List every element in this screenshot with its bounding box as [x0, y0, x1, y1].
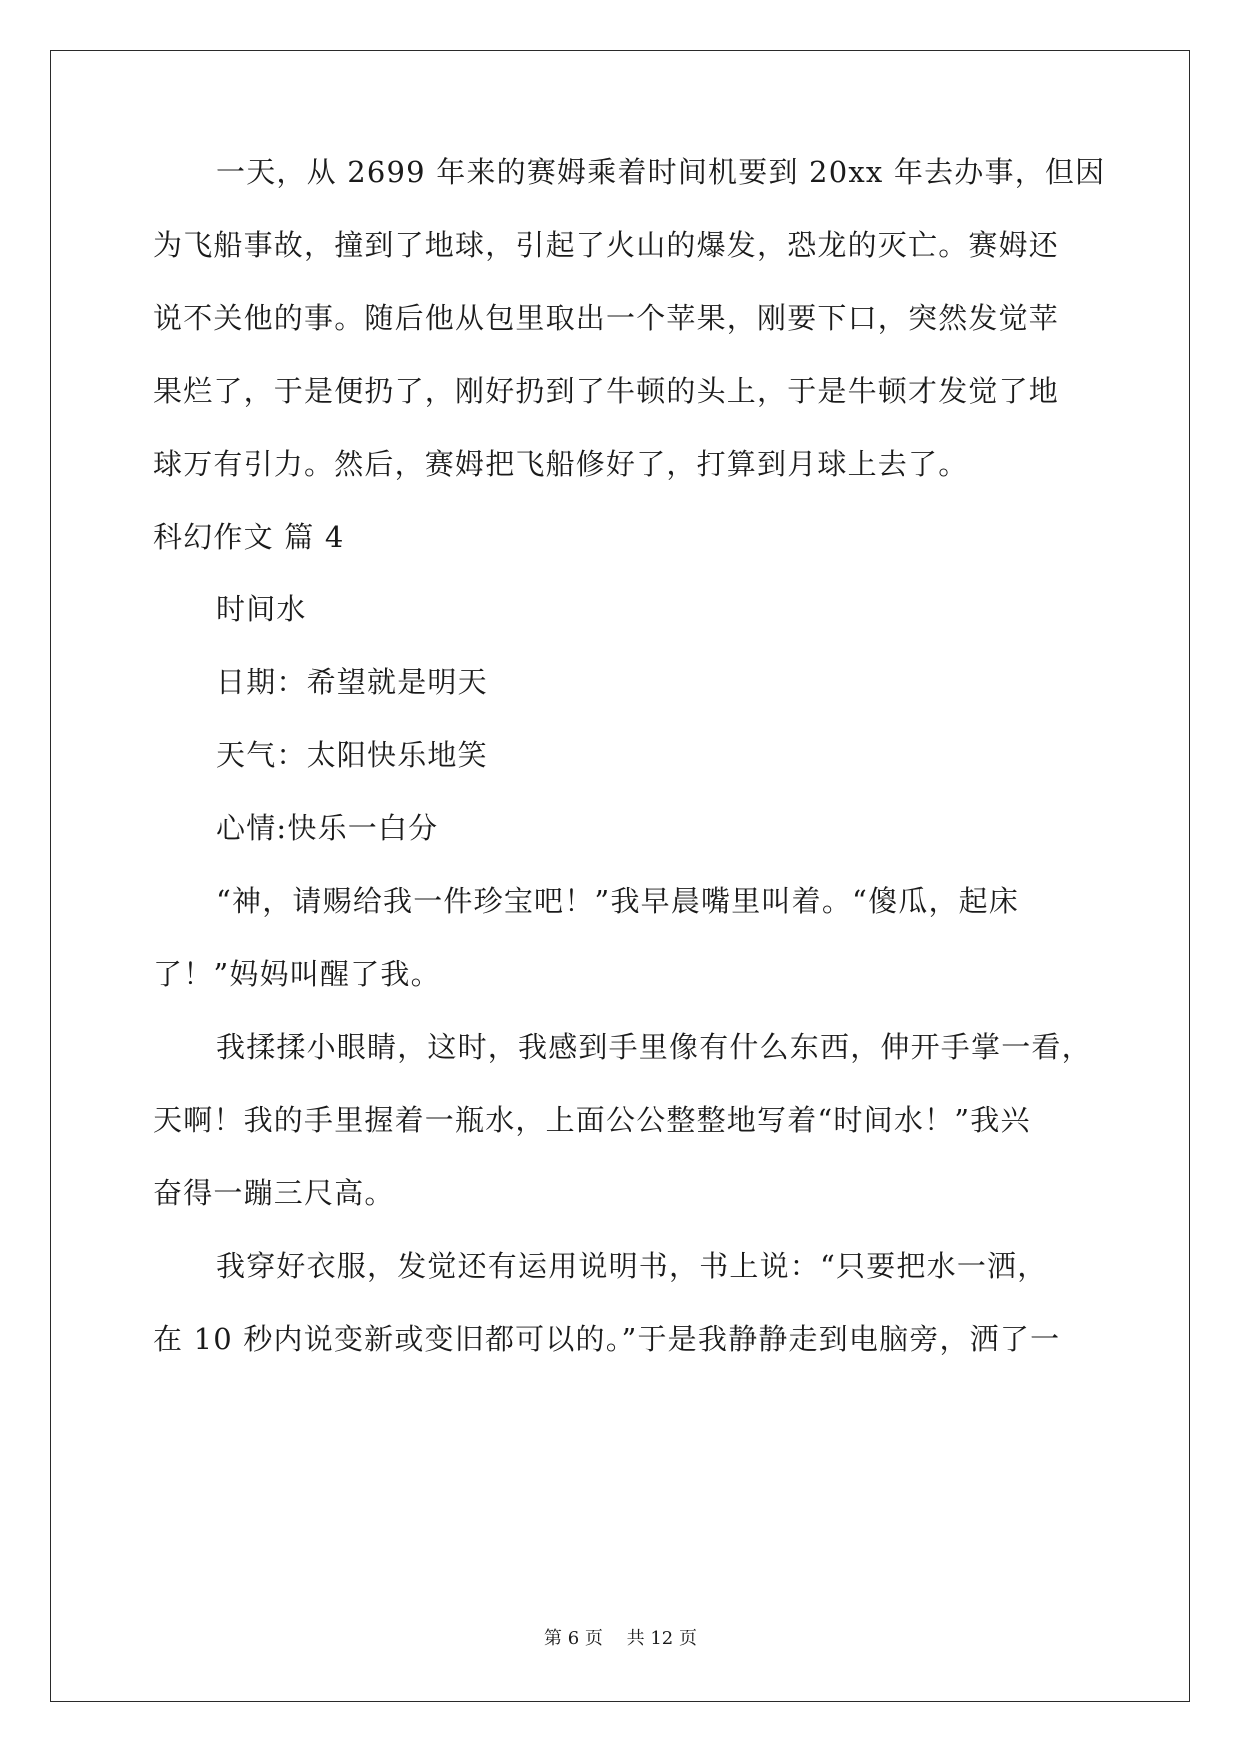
paragraph-line: 为飞船事故，撞到了地球，引起了火山的爆发，恐龙的灭亡。赛姆还	[153, 228, 1060, 262]
section-heading: 科幻作文 篇 4	[153, 520, 345, 554]
paragraph-line: 说不关他的事。随后他从包里取出一个苹果，刚要下口，突然发觉苹	[153, 301, 1060, 335]
paragraph-line: 了！”妈妈叫醒了我。	[153, 957, 441, 991]
diary-mood: 心情:快乐一白分	[216, 811, 439, 845]
page-footer	[0, 1627, 1241, 1651]
diary-weather: 天气：太阳快乐地笑	[216, 738, 488, 772]
paragraph-line: 在 10 秒内说变新或变旧都可以的。”于是我静静走到电脑旁，洒了一	[153, 1322, 1061, 1356]
story-title: 时间水	[216, 592, 307, 626]
paragraph-line: “神，请赐给我一件珍宝吧！”我早晨嘴里叫着。“傻瓜，起床	[216, 884, 1020, 918]
paragraph-line: 果烂了，于是便扔了，刚好扔到了牛顿的头上，于是牛顿才发觉了地	[153, 374, 1060, 408]
paragraph-line: 我穿好衣服，发觉还有运用说明书，书上说：“只要把水一洒，	[216, 1249, 1048, 1283]
paragraph-line: 我揉揉小眼睛，这时，我感到手里像有什么东西，伸开手掌一看，	[216, 1030, 1092, 1064]
paragraph-line: 天啊！我的手里握着一瓶水，上面公公整整地写着“时间水！”我兴	[153, 1103, 1031, 1137]
page-number: 第 6 页 共 12 页	[544, 1628, 697, 1649]
paragraph-line: 奋得一蹦三尺高。	[153, 1176, 395, 1210]
paragraph-line: 球万有引力。然后，赛姆把飞船修好了，打算到月球上去了。	[153, 447, 969, 481]
paragraph-line: 一天，从 2699 年来的赛姆乘着时间机要到 20xx 年去办事，但因	[216, 155, 1106, 189]
diary-date: 日期：希望就是明天	[216, 665, 488, 699]
